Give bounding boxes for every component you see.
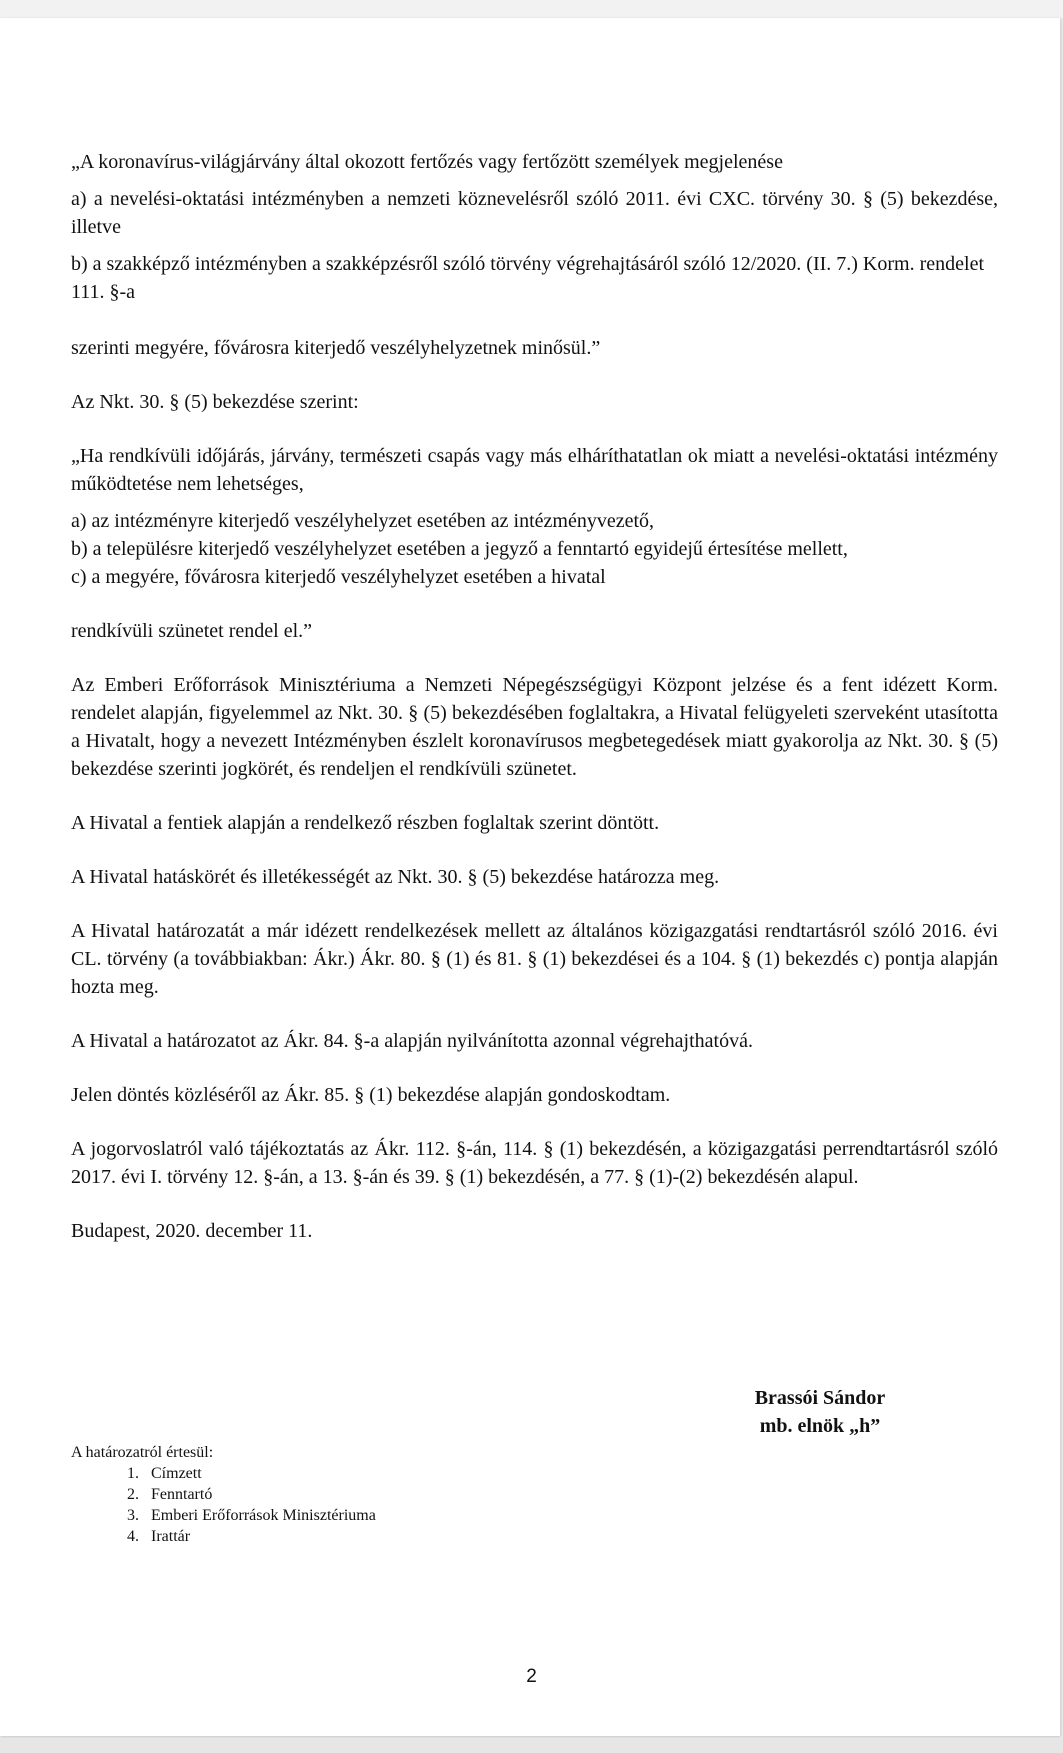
top-background bbox=[0, 0, 1063, 18]
paragraph-legal-basis: A Hivatal határozatát a már idézett rendelkezések mellett az általános közigazgatási rendtartásról szóló 2016. évi CL. törvény (a továbbiakban: Ákr.) Ákr. 80. § (1) és 81. § (1) bekezdései és a 104. § (1) bekezdés c) pontja alapján hozta meg. bbox=[71, 920, 998, 998]
notification-block bbox=[71, 1442, 376, 1547]
paragraph-quote-end: szerinti megyére, fővárosra kiterjedő veszélyhelyzetnek minősül.” bbox=[71, 337, 601, 359]
paragraph-nkt-quote: „Ha rendkívüli időjárás, járvány, természeti csapás vagy más elháríthatatlan ok miatt a nevelési-oktatási intézmény működtetése nem lehetséges, bbox=[71, 445, 998, 495]
paragraph-remedy: A jogorvoslatról való tájékoztatás az Ákr. 112. §-án, 114. § (1) bekezdésén, a közigazgatási perrendtartásról szóló 2017. évi I. törvény 12. §-án, a 13. §-án és 39. § (1) bekezdésén, a 77. § (1)-(2) bekezdésén alapul. bbox=[71, 1138, 998, 1188]
recipient-item: 1. Címzett bbox=[143, 1463, 376, 1484]
quoted-list bbox=[71, 507, 998, 591]
list-item: a) az intézményre kiterjedő veszélyhelyzet esetében az intézményvezető, bbox=[71, 510, 655, 532]
paragraph-place-date: Budapest, 2020. december 11. bbox=[71, 1220, 313, 1242]
body-text bbox=[71, 148, 998, 1245]
paragraph-point-b: b) a szakképző intézményben a szakképzésről szóló törvény végrehajtásáról szóló 12/2020. (II. 7.) Korm. rendelet 111. §-a bbox=[71, 253, 984, 303]
notification-heading: A határozatról értesül: bbox=[71, 1444, 214, 1461]
signatory-name: Brassói Sándor bbox=[754, 1387, 886, 1409]
paragraph-nkt-intro: Az Nkt. 30. § (5) bekezdése szerint: bbox=[71, 391, 359, 413]
paragraph-communication: Jelen döntés közléséről az Ákr. 85. § (1) bekezdése alapján gondoskodtam. bbox=[71, 1084, 671, 1106]
paragraph-competence: A Hivatal hatáskörét és illetékességét az Nkt. 30. § (5) bekezdése határozza meg. bbox=[71, 866, 720, 888]
list-item: c) a megyére, fővárosra kiterjedő veszélyhelyzet esetében a hivatal bbox=[71, 566, 606, 588]
bottom-background bbox=[0, 1738, 1063, 1753]
paragraph-nkt-end: rendkívüli szünetet rendel el.” bbox=[71, 620, 313, 642]
signatory-title: mb. elnök „h” bbox=[759, 1415, 881, 1437]
recipient-item: 4. Irattár bbox=[143, 1526, 376, 1547]
recipient-item: 2. Fenntartó bbox=[143, 1484, 376, 1505]
page-number: 2 bbox=[526, 1666, 537, 1687]
recipient-item: 3. Emberi Erőforrások Minisztériuma bbox=[143, 1505, 376, 1526]
signature-block bbox=[700, 1384, 940, 1440]
paragraph-quote-intro: „A koronavírus-világjárvány által okozott fertőzés vagy fertőzött személyek megjelenése bbox=[71, 151, 783, 173]
recipient-list bbox=[71, 1463, 376, 1547]
paragraph-point-a: a) a nevelési-oktatási intézményben a nemzeti köznevelésről szóló 2011. évi CXC. törvény 30. § (5) bekezdése, illetve bbox=[71, 188, 998, 238]
paragraph-emmi: Az Emberi Erőforrások Minisztériuma a Nemzeti Népegészségügyi Központ jelzése és a fent idézett Korm. rendelet alapján, figyelemmel az Nkt. 30. § (5) bekezdésében foglaltakra, a Hivatal felügyeleti szerveként utasította a Hivatalt, hogy a nevezett Intézményben észlelt koronavírusos megbetegedések miatt gyakorolja az Nkt. 30. § (5) bekezdése szerinti jogkörét, és rendeljen el rendkívüli szünetet. bbox=[71, 674, 998, 780]
paragraph-enforceable: A Hivatal a határozatot az Ákr. 84. §-a alapján nyilvánította azonnal végrehajthatóvá. bbox=[71, 1030, 753, 1052]
document-page[interactable] bbox=[0, 18, 1061, 1736]
paragraph-decision: A Hivatal a fentiek alapján a rendelkező részben foglaltak szerint döntött. bbox=[71, 812, 660, 834]
list-item: b) a településre kiterjedő veszélyhelyzet esetében a jegyző a fenntartó egyidejű értesítése mellett, bbox=[71, 538, 848, 560]
